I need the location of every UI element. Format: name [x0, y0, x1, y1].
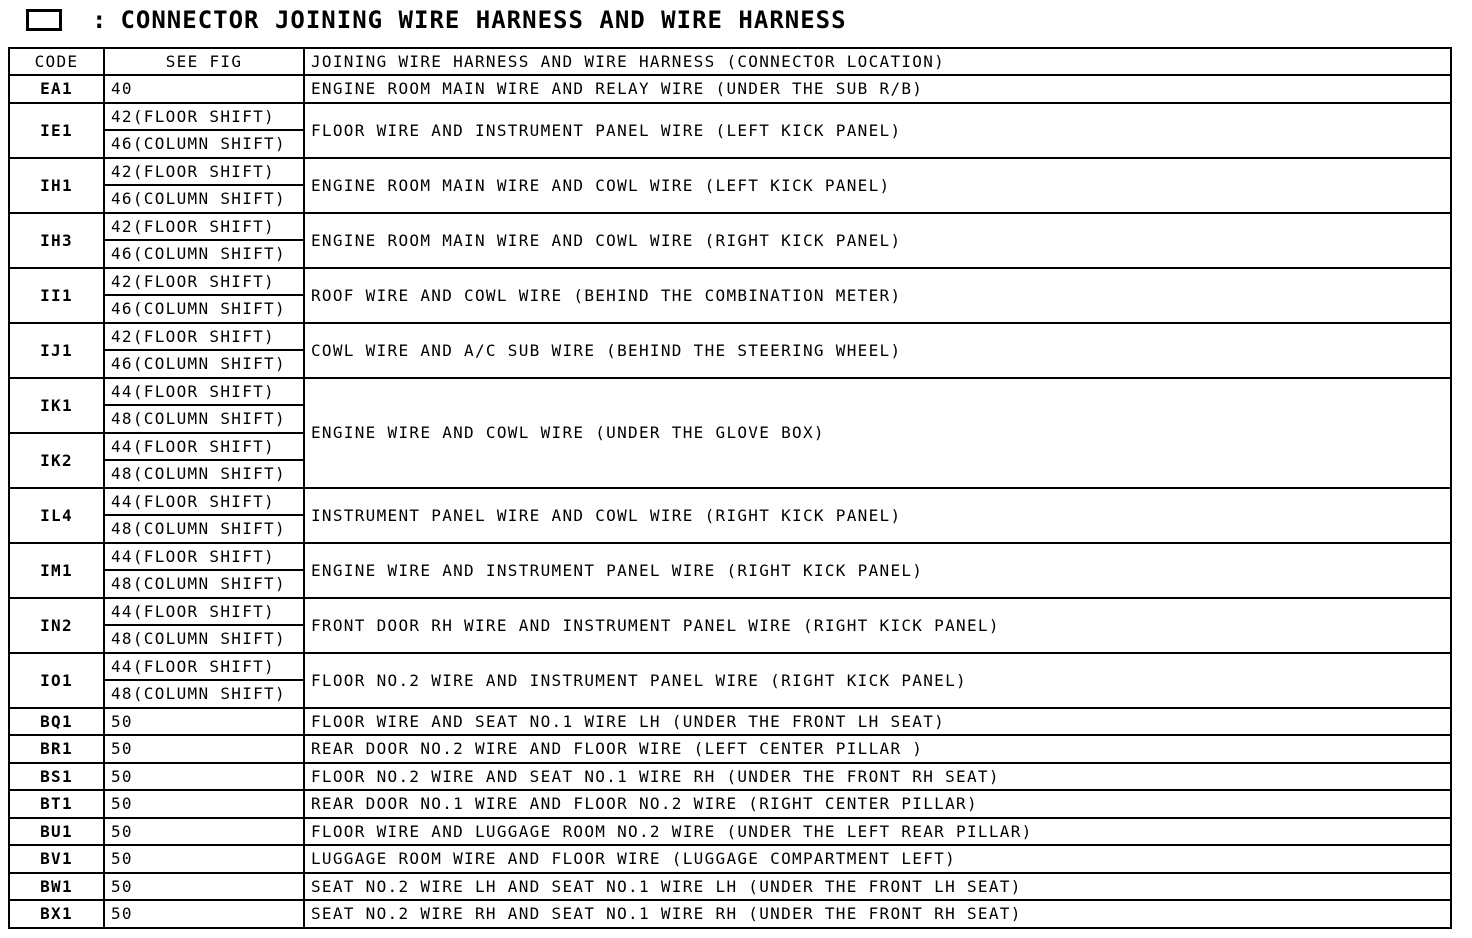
- column-header-see-fig: SEE FIG: [104, 48, 304, 75]
- connector-code: IL4: [9, 488, 104, 543]
- table-header-row: [9, 48, 1451, 75]
- connector-code: EA1: [9, 75, 104, 103]
- page-title-row: [26, 4, 847, 36]
- table-row: [9, 268, 1451, 296]
- connector-location: REAR DOOR NO.1 WIRE AND FLOOR NO.2 WIRE (RIGHT CENTER PILLAR): [304, 790, 1451, 818]
- connector-location: FLOOR WIRE AND LUGGAGE ROOM NO.2 WIRE (UNDER THE LEFT REAR PILLAR): [304, 818, 1451, 846]
- connector-code: BV1: [9, 845, 104, 873]
- connector-code: IK2: [9, 433, 104, 488]
- connector-location: FRONT DOOR RH WIRE AND INSTRUMENT PANEL WIRE (RIGHT KICK PANEL): [304, 598, 1451, 653]
- see-fig-cell: 42(FLOOR SHIFT): [104, 103, 304, 131]
- see-fig-cell: 46(COLUMN SHIFT): [104, 185, 304, 213]
- see-fig-cell: 42(FLOOR SHIFT): [104, 158, 304, 186]
- table-row: [9, 653, 1451, 681]
- connector-code: BR1: [9, 735, 104, 763]
- connector-code: IK1: [9, 378, 104, 433]
- connector-code: IE1: [9, 103, 104, 158]
- table-row: [9, 598, 1451, 626]
- see-fig-cell: 48(COLUMN SHIFT): [104, 515, 304, 543]
- table-row: [9, 763, 1451, 791]
- connector-location: INSTRUMENT PANEL WIRE AND COWL WIRE (RIGHT KICK PANEL): [304, 488, 1451, 543]
- connector-code: BT1: [9, 790, 104, 818]
- connector-location: ROOF WIRE AND COWL WIRE (BEHIND THE COMBINATION METER): [304, 268, 1451, 323]
- see-fig-cell: 44(FLOOR SHIFT): [104, 378, 304, 406]
- see-fig-cell: 40: [104, 75, 304, 103]
- see-fig-cell: 50: [104, 708, 304, 736]
- connector-location: LUGGAGE ROOM WIRE AND FLOOR WIRE (LUGGAGE COMPARTMENT LEFT): [304, 845, 1451, 873]
- connector-location: FLOOR NO.2 WIRE AND SEAT NO.1 WIRE RH (UNDER THE FRONT RH SEAT): [304, 763, 1451, 791]
- see-fig-cell: 48(COLUMN SHIFT): [104, 680, 304, 708]
- connector-location: COWL WIRE AND A/C SUB WIRE (BEHIND THE STEERING WHEEL): [304, 323, 1451, 378]
- table-row: [9, 75, 1451, 103]
- table-row: [9, 103, 1451, 131]
- see-fig-cell: 46(COLUMN SHIFT): [104, 350, 304, 378]
- see-fig-cell: 50: [104, 818, 304, 846]
- connector-code: II1: [9, 268, 104, 323]
- connector-location: ENGINE ROOM MAIN WIRE AND COWL WIRE (RIGHT KICK PANEL): [304, 213, 1451, 268]
- connector-location: ENGINE ROOM MAIN WIRE AND RELAY WIRE (UNDER THE SUB R/B): [304, 75, 1451, 103]
- table-row: [9, 790, 1451, 818]
- table-body: [9, 75, 1451, 928]
- page-title: CONNECTOR JOINING WIRE HARNESS AND WIRE HARNESS: [120, 6, 847, 34]
- connector-location: FLOOR WIRE AND INSTRUMENT PANEL WIRE (LEFT KICK PANEL): [304, 103, 1451, 158]
- table-row: [9, 873, 1451, 901]
- see-fig-cell: 44(FLOOR SHIFT): [104, 598, 304, 626]
- connector-location: SEAT NO.2 WIRE RH AND SEAT NO.1 WIRE RH (UNDER THE FRONT RH SEAT): [304, 900, 1451, 928]
- connector-code: BU1: [9, 818, 104, 846]
- connector-location: ENGINE WIRE AND COWL WIRE (UNDER THE GLOVE BOX): [304, 378, 1451, 488]
- table-row: [9, 818, 1451, 846]
- see-fig-cell: 42(FLOOR SHIFT): [104, 323, 304, 351]
- see-fig-cell: 42(FLOOR SHIFT): [104, 213, 304, 241]
- connector-location: FLOOR WIRE AND SEAT NO.1 WIRE LH (UNDER THE FRONT LH SEAT): [304, 708, 1451, 736]
- connector-table: [8, 47, 1452, 929]
- table-row: [9, 323, 1451, 351]
- see-fig-cell: 42(FLOOR SHIFT): [104, 268, 304, 296]
- connector-code: IJ1: [9, 323, 104, 378]
- table-row: [9, 378, 1451, 406]
- see-fig-cell: 50: [104, 790, 304, 818]
- connector-location: FLOOR NO.2 WIRE AND INSTRUMENT PANEL WIRE (RIGHT KICK PANEL): [304, 653, 1451, 708]
- connector-code: BW1: [9, 873, 104, 901]
- see-fig-cell: 50: [104, 763, 304, 791]
- connector-code: IH3: [9, 213, 104, 268]
- column-header-location: JOINING WIRE HARNESS AND WIRE HARNESS (CONNECTOR LOCATION): [304, 48, 1451, 75]
- see-fig-cell: 46(COLUMN SHIFT): [104, 295, 304, 323]
- connector-code: BX1: [9, 900, 104, 928]
- table-row: [9, 735, 1451, 763]
- see-fig-cell: 44(FLOOR SHIFT): [104, 433, 304, 461]
- connector-code: BS1: [9, 763, 104, 791]
- see-fig-cell: 48(COLUMN SHIFT): [104, 625, 304, 653]
- table-row: [9, 213, 1451, 241]
- table-row: [9, 845, 1451, 873]
- see-fig-cell: 48(COLUMN SHIFT): [104, 570, 304, 598]
- see-fig-cell: 50: [104, 735, 304, 763]
- column-header-code: CODE: [9, 48, 104, 75]
- connector-location: SEAT NO.2 WIRE LH AND SEAT NO.1 WIRE LH (UNDER THE FRONT LH SEAT): [304, 873, 1451, 901]
- see-fig-cell: 50: [104, 873, 304, 901]
- connector-location: ENGINE ROOM MAIN WIRE AND COWL WIRE (LEFT KICK PANEL): [304, 158, 1451, 213]
- see-fig-cell: 50: [104, 845, 304, 873]
- see-fig-cell: 50: [104, 900, 304, 928]
- table-row: [9, 708, 1451, 736]
- table-row: [9, 543, 1451, 571]
- connector-code: IO1: [9, 653, 104, 708]
- connector-code: BQ1: [9, 708, 104, 736]
- legend-box-icon: [26, 9, 62, 31]
- connector-location: REAR DOOR NO.2 WIRE AND FLOOR WIRE (LEFT CENTER PILLAR ): [304, 735, 1451, 763]
- connector-code: IH1: [9, 158, 104, 213]
- see-fig-cell: 44(FLOOR SHIFT): [104, 653, 304, 681]
- see-fig-cell: 48(COLUMN SHIFT): [104, 460, 304, 488]
- connector-code: IN2: [9, 598, 104, 653]
- see-fig-cell: 44(FLOOR SHIFT): [104, 488, 304, 516]
- title-separator: :: [92, 6, 107, 34]
- see-fig-cell: 44(FLOOR SHIFT): [104, 543, 304, 571]
- connector-code: IM1: [9, 543, 104, 598]
- connector-location: ENGINE WIRE AND INSTRUMENT PANEL WIRE (RIGHT KICK PANEL): [304, 543, 1451, 598]
- see-fig-cell: 46(COLUMN SHIFT): [104, 240, 304, 268]
- table-row: [9, 158, 1451, 186]
- see-fig-cell: 46(COLUMN SHIFT): [104, 130, 304, 158]
- table-row: [9, 488, 1451, 516]
- see-fig-cell: 48(COLUMN SHIFT): [104, 405, 304, 433]
- table-row: [9, 900, 1451, 928]
